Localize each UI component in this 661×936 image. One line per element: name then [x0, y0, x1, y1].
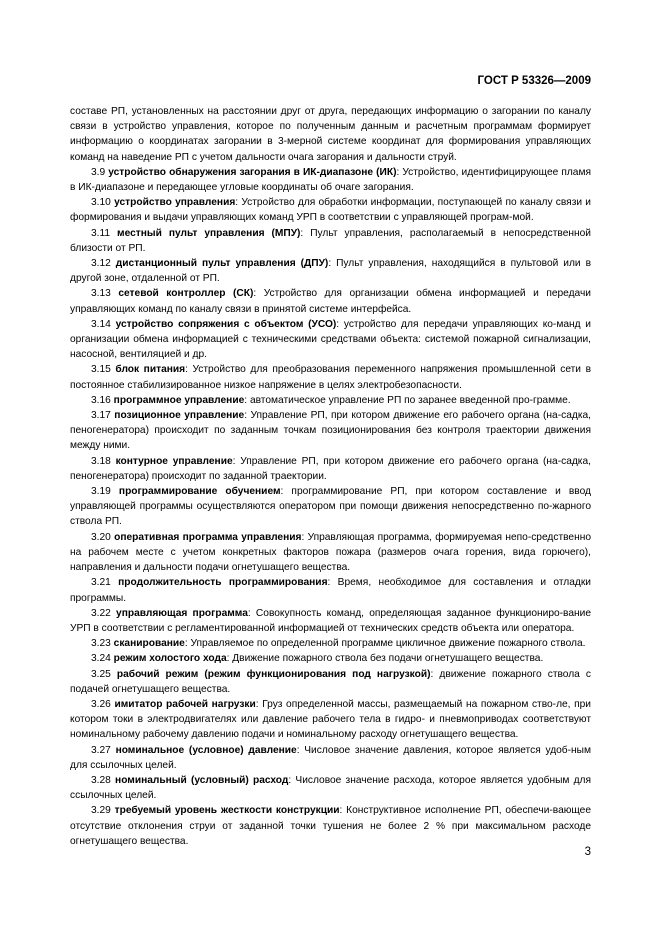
- definition-number: 3.28: [91, 774, 111, 786]
- definition-number: 3.16: [91, 394, 111, 406]
- definition-term: сетевой контроллер (СК): [118, 288, 254, 300]
- definition-number: 3.19: [91, 486, 111, 498]
- definition-item: [70, 286, 591, 316]
- definition-number: 3.24: [91, 653, 111, 665]
- definition-number: 3.14: [91, 318, 111, 330]
- definition-item: [70, 454, 591, 484]
- definitions-list: [70, 165, 591, 849]
- definition-text: : Пульт управления, находящийся в пультовой или в другой зоне, отдаленной от РП.: [70, 258, 591, 285]
- definition-number: 3.20: [91, 531, 111, 543]
- definition-term: требуемый уровень жесткости конструкции: [114, 805, 340, 817]
- definition-number: 3.11: [91, 227, 111, 239]
- definition-term: программное управление: [113, 394, 245, 406]
- definition-text: : Совокупность команд, определяющая заданное функциониро-вание УРП в соответствии с регламентированной информацией от технических средств объекта или оператора.: [70, 607, 591, 634]
- definition-text: : Устройство для организации обмена информацией и передачи управляющих команд по каналу связи в принятой системе интерфейса.: [70, 288, 591, 315]
- document-body: [70, 104, 591, 849]
- definition-text: : Числовое значение расхода, которое является удобным для ссылочных целей.: [70, 774, 592, 802]
- definition-term: дистанционный пульт управления (ДПУ): [115, 258, 329, 270]
- definition-number: 3.27: [91, 744, 111, 756]
- definition-item: [70, 697, 591, 743]
- definition-item: [70, 484, 591, 530]
- definition-text: : устройство для передачи управляющих ко-манд и организации обмена информацией с техническими средствами объекта: системой пожарной сигнализации, насосной, вентиляцией и др.: [70, 318, 591, 361]
- definition-text: : Движение пожарного ствола без подачи огнетушащего вещества.: [226, 653, 544, 665]
- definition-term: контурное управление: [115, 455, 233, 467]
- definition-text: : автоматическое управление РП по заранее введенной про-грамме.: [244, 394, 571, 406]
- definition-term: устройство управления: [114, 197, 236, 209]
- definition-number: 3.23: [91, 638, 111, 650]
- definition-term: номинальное (условное) давление: [115, 744, 297, 756]
- definition-number: 3.12: [91, 258, 111, 270]
- definition-number: 3.10: [91, 197, 111, 209]
- definition-text: : Время, необходимое для составления и отладки программы.: [70, 577, 592, 604]
- definition-item: [70, 773, 591, 803]
- definition-item: [70, 636, 591, 651]
- definition-number: 3.18: [91, 455, 111, 467]
- definition-item: [70, 195, 591, 225]
- definition-text: : Устройство для обработки информации, поступающей по каналу связи и формирования и выдачи управляющих команд УРП в соответствии с управляющей програм-мой.: [70, 197, 591, 224]
- definition-number: 3.25: [91, 668, 111, 680]
- definition-item: [70, 226, 591, 256]
- definition-text: : программирование РП, при котором составление и ввод управляющей программы осуществляются оператором при помощи движения непосредственно по-жарного ствола РП.: [70, 486, 591, 528]
- definition-text: : Устройство, идентифицирующее пламя в ИК-диапазоне и передающее угловые координаты об очаге загорания.: [70, 166, 591, 194]
- definition-number: 3.26: [91, 698, 111, 710]
- definition-term: режим холостого хода: [113, 653, 227, 665]
- definition-term: оперативная программа управления: [114, 531, 302, 543]
- definition-number: 3.17: [91, 410, 111, 422]
- definition-text: : движение пожарного ствола с подачей огнетушащего вещества.: [70, 668, 591, 695]
- definition-term: блок питания: [115, 364, 186, 376]
- definition-item: [70, 256, 591, 286]
- intro-paragraph: составе РП, установленных на расстоянии друг от друга, передающих информацию о загорании по каналу связи в устройство управления, которое по полученным данным и расчетным программам формирует информацию о координатах загорании в 3-мерной системе координат для формирования управляющих команд на наведение РП с учетом дальности очага загорания и дальности струй.: [70, 106, 591, 163]
- definition-number: 3.13: [91, 288, 111, 300]
- definition-text: : Управляющая программа, формируемая непо-средственно на рабочем месте с учетом конкретных факторов пожара (размеров очага горения, вида горючего), направления и дальности подачи огнетушащего вещества.: [70, 531, 591, 574]
- definition-item: [70, 408, 591, 454]
- definition-text: : Числовое значение давления, которое является удоб-ным для ссылочных целей.: [70, 744, 591, 771]
- definition-item: [70, 362, 591, 392]
- definition-item: [70, 667, 591, 697]
- definition-text: : Управление РП, при котором движение его рабочего органа (на-садка, пеногенератора) происходит по заданным точкам позиционирования без контроля траектории движения между ними.: [70, 410, 592, 452]
- definition-item: [70, 606, 591, 636]
- definition-term: устройство обнаружения загорания в ИК-диапазоне (ИК): [108, 166, 397, 178]
- definition-term: программирование обучением: [118, 486, 281, 498]
- definition-number: 3.22: [91, 607, 111, 619]
- definition-text: : Устройство для преобразования переменного напряжения промышленной сети в постоянное стабилизированное низкое напряжение в целях электробезопасности.: [70, 364, 591, 391]
- definition-text: : Управление РП, при котором движение его рабочего органа (на-садка, пеногенератора) происходит по заданной траектории.: [70, 455, 591, 482]
- definition-term: продолжительность программирования: [118, 577, 328, 589]
- definition-term: местный пульт управления (МПУ): [117, 227, 301, 239]
- definition-text: : Пульт управления, располагаемый в непосредственной близости от РП.: [70, 227, 591, 254]
- definition-item: [70, 165, 591, 195]
- definition-number: 3.15: [91, 364, 111, 376]
- definition-text: : Конструктивное исполнение РП, обеспечи-вающее отсутствие отклонения струи от заданной точки тушения не более 2 % при максимальном расходе огнетушащего вещества.: [70, 805, 591, 847]
- definition-item: [70, 317, 591, 363]
- definition-item: [70, 575, 591, 605]
- definition-item: [70, 393, 591, 408]
- definition-item: [70, 743, 591, 773]
- definition-text: : Управляемое по определенной программе цикличное движение пожарного ствола.: [184, 638, 586, 650]
- definition-number: 3.9: [91, 166, 106, 178]
- definition-term: управляющая программа: [116, 607, 248, 619]
- definition-term: устройство сопряжения с объектом (УСО): [115, 318, 337, 330]
- definition-item: [70, 651, 591, 666]
- definition-number: 3.29: [91, 805, 111, 817]
- definition-term: позиционное управление: [114, 410, 245, 422]
- definition-term: имитатор рабочей нагрузки: [114, 698, 256, 710]
- definition-term: рабочий режим (режим функционирования под нагрузкой): [116, 668, 431, 680]
- definition-item: [70, 530, 591, 576]
- definition-item: [70, 803, 591, 849]
- definition-term: сканирование: [113, 638, 185, 650]
- definition-term: номинальный (условный) расход: [115, 774, 289, 786]
- definition-number: 3.21: [91, 577, 111, 589]
- page-number: 3: [584, 846, 591, 858]
- document-id-header: ГОСТ Р 53326—2009: [477, 75, 591, 87]
- definition-text: : Груз определенной массы, размещаемый на пожарном ство-ле, при котором токи в электродвигателях или давление рабочего тела в гидро- и пневмоприводах соответствуют номинальному рабочему давлению подачи и номинальному расходу огнетушащего вещества.: [70, 698, 591, 741]
